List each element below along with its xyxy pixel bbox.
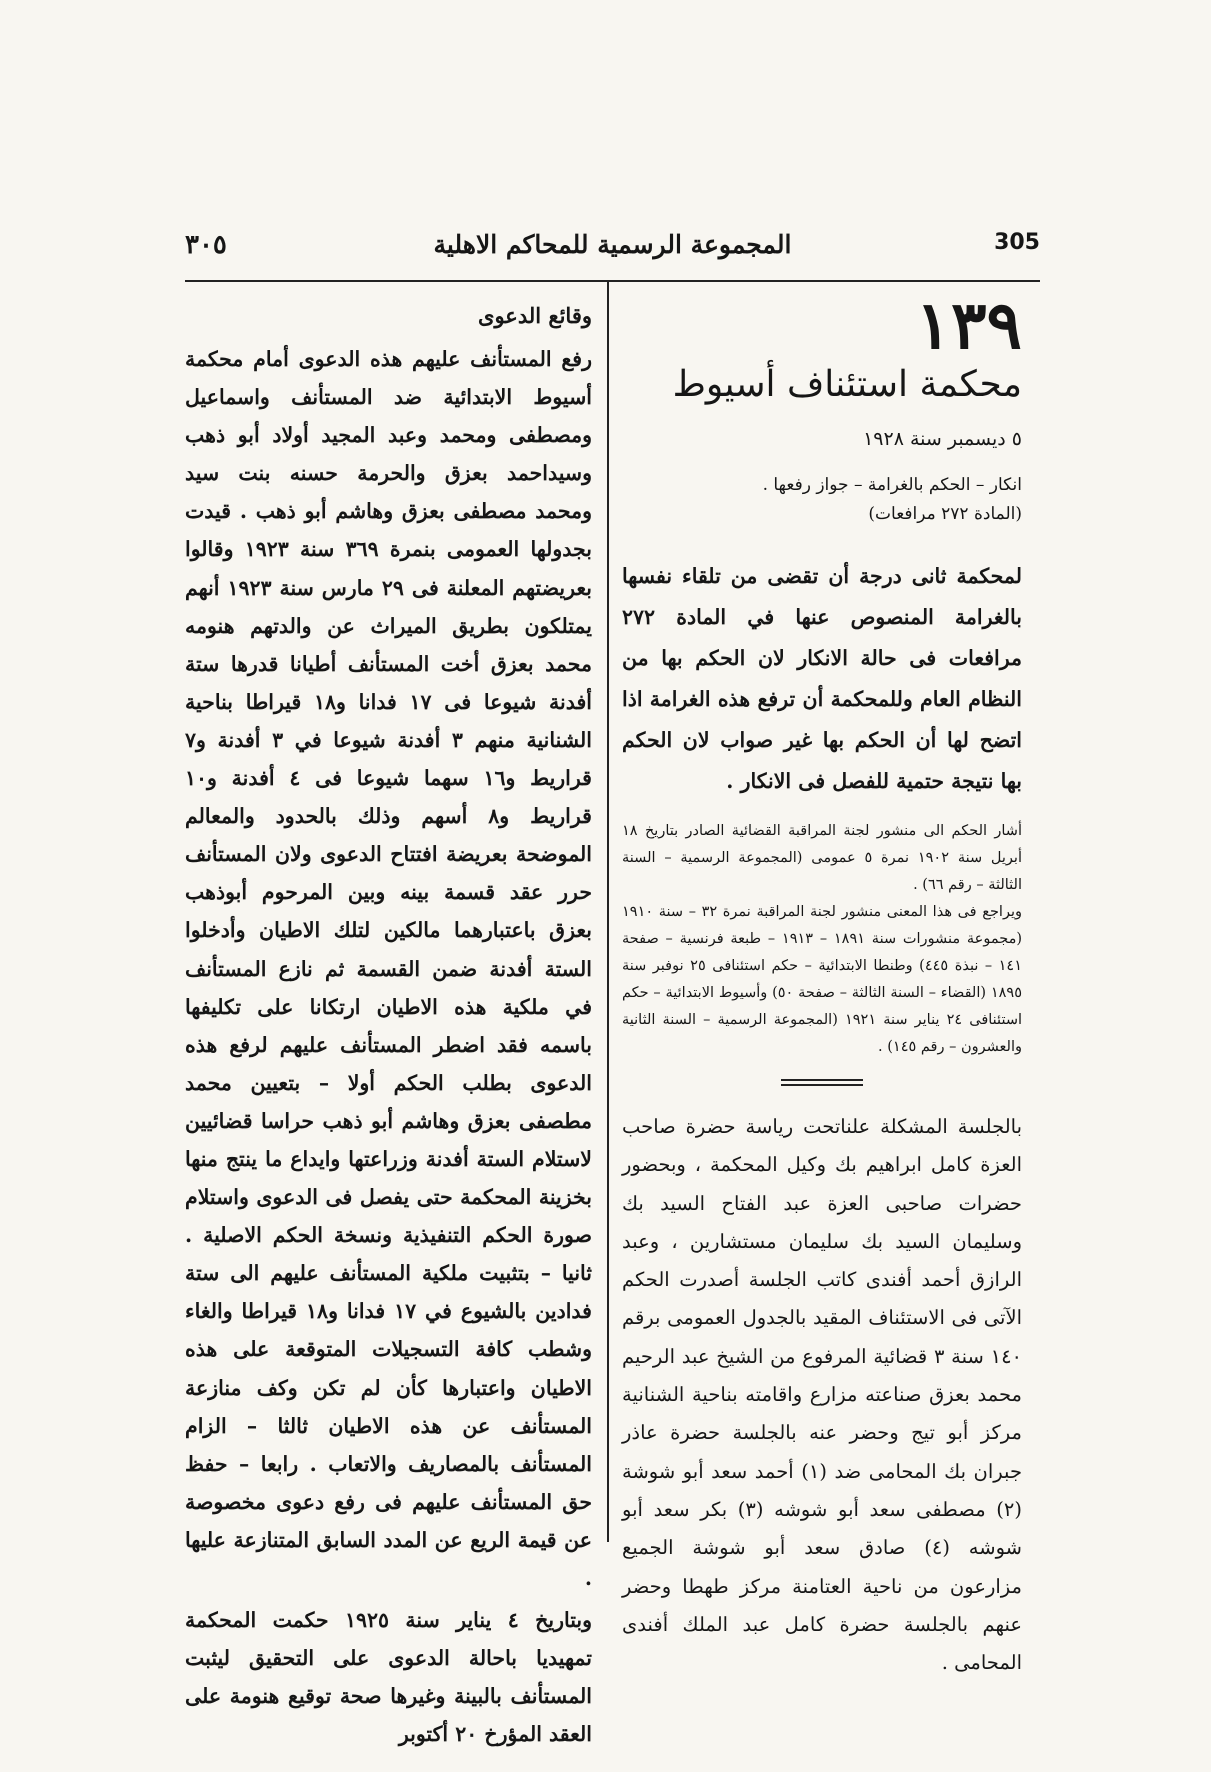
session-paragraph: بالجلسة المشكلة علناتحت رياسة حضرة صاحب العزة كامل ابراهيم بك وكيل المحكمة ، وبحضور حضرات صاحبى العزة عبد الفتاح السيد بك وسليمان السيد بك سليمان مستشارين ، وعبد الرازق أحمد أفندى كاتب الجلسة أصدرت الحكم الآتى فى الاستئناف المقيد بالجدول العمومى برقم ١٤٠ سنة ٣ قضائية المرفوع من الشيخ عبد الرحيم محمد بعزق صناعته مزارع واقامته بناحية الشنانية مركز أبو تيج وحضر عنه بالجلسة حضرة عاذر جبران بك المحامى ضد (١) أحمد سعد أبو شوشة (٢) مصطفى سعد أبو شوشه (٣) بكر سعد أبو شوشه (٤) صادق سعد أبو شوشة الجميع مزارعون من ناحية العتامنة مركز طهطا وحضر عنهم بالجلسة حضرة كامل عبد الملك أفندى المحامى . [622,1115,1023,1675]
footnote: ويراجع فى هذا المعنى منشور لجنة المراقبة نمرة ٣٢ – سنة ١٩١٠ (مجموعة منشورات سنة ١٨٩١ – ١٩١٣ – طبعة فرنسية – صفحة ١٤١ – نبذة ٤٤٥) وطنطا الابتدائية – حكم استئنافى ٢٥ نوفبر سنة ١٨٩٥ (القضاء – السنة الثالثة – صفحة ٥٠) وأسيوط الابتدائية – حكم استئنافى ٢٤ يناير سنة ١٩٢١ (المجموعة الرسمية – السنة الثانية والعشرون – رقم ١٤٥) . [622,904,1022,1055]
article-reference: (المادة ٢٧٢ مرافعات) [868,504,1022,524]
footnotes [622,818,1022,1061]
page-header [185,230,1040,270]
legal-principle: لمحكمة ثانى درجة أن تقضى من تلقاء نفسها بالغرامة المنصوص عنها في المادة ٢٧٢ مرافعات فى حالة الانكار لان الحكم بها من النظام العام وللمحكمة أن ترفع هذه الغرامة اذا اتضح لها أن الحكم بها غير صواب لان الحكم بها نتيجة حتمية للفصل فى الانكار . [622,564,1022,793]
page-number-latin: 305 [994,230,1040,255]
facts-paragraph: وبتاريخ ٤ يناير سنة ١٩٢٥ حكمت المحكمة تمهيديا باحالة الدعوى على التحقيق ليثبت المستأنف بالبينة وغيرها صحة توقيع هنومة على العقد المؤرخ ٢٠ أكتوبر [185,1608,593,1747]
footnote: أشار الحكم الى منشور لجنة المراقبة القضائية الصادر بتاريخ ١٨ أبريل سنة ١٩٠٢ نمرة ٥ عمومى (المجموعة الرسمية – السنة الثالثة – رقم ٦٦) . [622,823,1022,893]
column-divider [607,282,609,1542]
section-separator [781,1079,863,1086]
page-number-arabic: ٣٠٥ [185,230,227,260]
right-column [622,286,1023,1682]
header-rule [185,280,1040,282]
facts-title: وقائع الدعوى [478,303,592,328]
case-number: ١٣٩ [915,286,1022,364]
case-keywords: انكار – الحكم بالغرامة – جواز رفعها . [762,475,1022,495]
left-column [185,298,592,1753]
facts-paragraph: رفع المستأنف عليهم هذه الدعوى أمام محكمة أسيوط الابتدائية ضد المستأنف واسماعيل ومصطفى ومحمد وعبد المجيد أولاد أبو ذهب وسيداحمد بعزق والحرمة حسنه بنت سيد ومحمد مصطفى بعزق وهاشم أبو ذهب . قيدت بجدولها العمومى بنمرة ٣٦٩ سنة ١٩٢٣ وقالوا بعريضتهم المعلنة فى ٢٩ مارس سنة ١٩٢٣ أنهم يمتلكون بطريق الميراث عن والدتهم هنومه محمد بعزق أخت المستأنف أطيانا قدرها ستة أفدنة شيوعا فى ١٧ فدانا و١٨ قيراطا بناحية الشنانية منهم ٣ أفدنة شيوعا في ٣ أفدنة و٧ قراريط و١٦ سهما شيوعا فى ٤ أفدنة و١٠ قراريط و٨ أسهم وذلك بالحدود والمعالم الموضحة بعريضة افتتاح الدعوى ولان المستأنف حرر عقد قسمة بينه وبين المرحوم أبوذهب بعزق باعتبارهما مالكين لتلك الاطيان وأدخلوا الستة أفدنة ضمن القسمة ثم نازع المستأنف في ملكية هذه الاطيان ارتكانا على تكليفها باسمه فقد اضطر المستأنف عليهم لرفع هذه الدعوى بطلب الحكم أولا – بتعيين محمد مطصفى بعزق وهاشم أبو ذهب حراسا قضائيين لاستلام الستة أفدنة وزراعتها وايداع ما ينتج منها بخزينة المحكمة حتى يفصل فى الدعوى واستلام صورة الحكم التنفيذية ونسخة الحكم الاصلية . ثانيا – بتثبيت ملكية المستأنف عليهم الى ستة فدادين بالشيوع في ١٧ فدانا و١٨ قيراطا والغاء وشطب كافة التسجيلات المتوقعة على هذه الاطيان واعتبارها كأن لم تكن وكف منازعة المستأنف عن هذه الاطيان ثالثا – الزام المستأنف بالمصاريف والاتعاب . رابعا – حفظ حق المستأنف عليهم فى رفع دعوى مخصوصة عن قيمة الريع عن المدد السابق المتنازعة عليها . [185,347,592,1590]
facts-body [185,340,592,1753]
case-date: ٥ ديسمبر سنة ١٩٢٨ [863,428,1022,450]
journal-title: المجموعة الرسمية للمحاكم الاهلية [433,230,792,259]
court-name: محكمة استئناف أسيوط [672,364,1022,405]
